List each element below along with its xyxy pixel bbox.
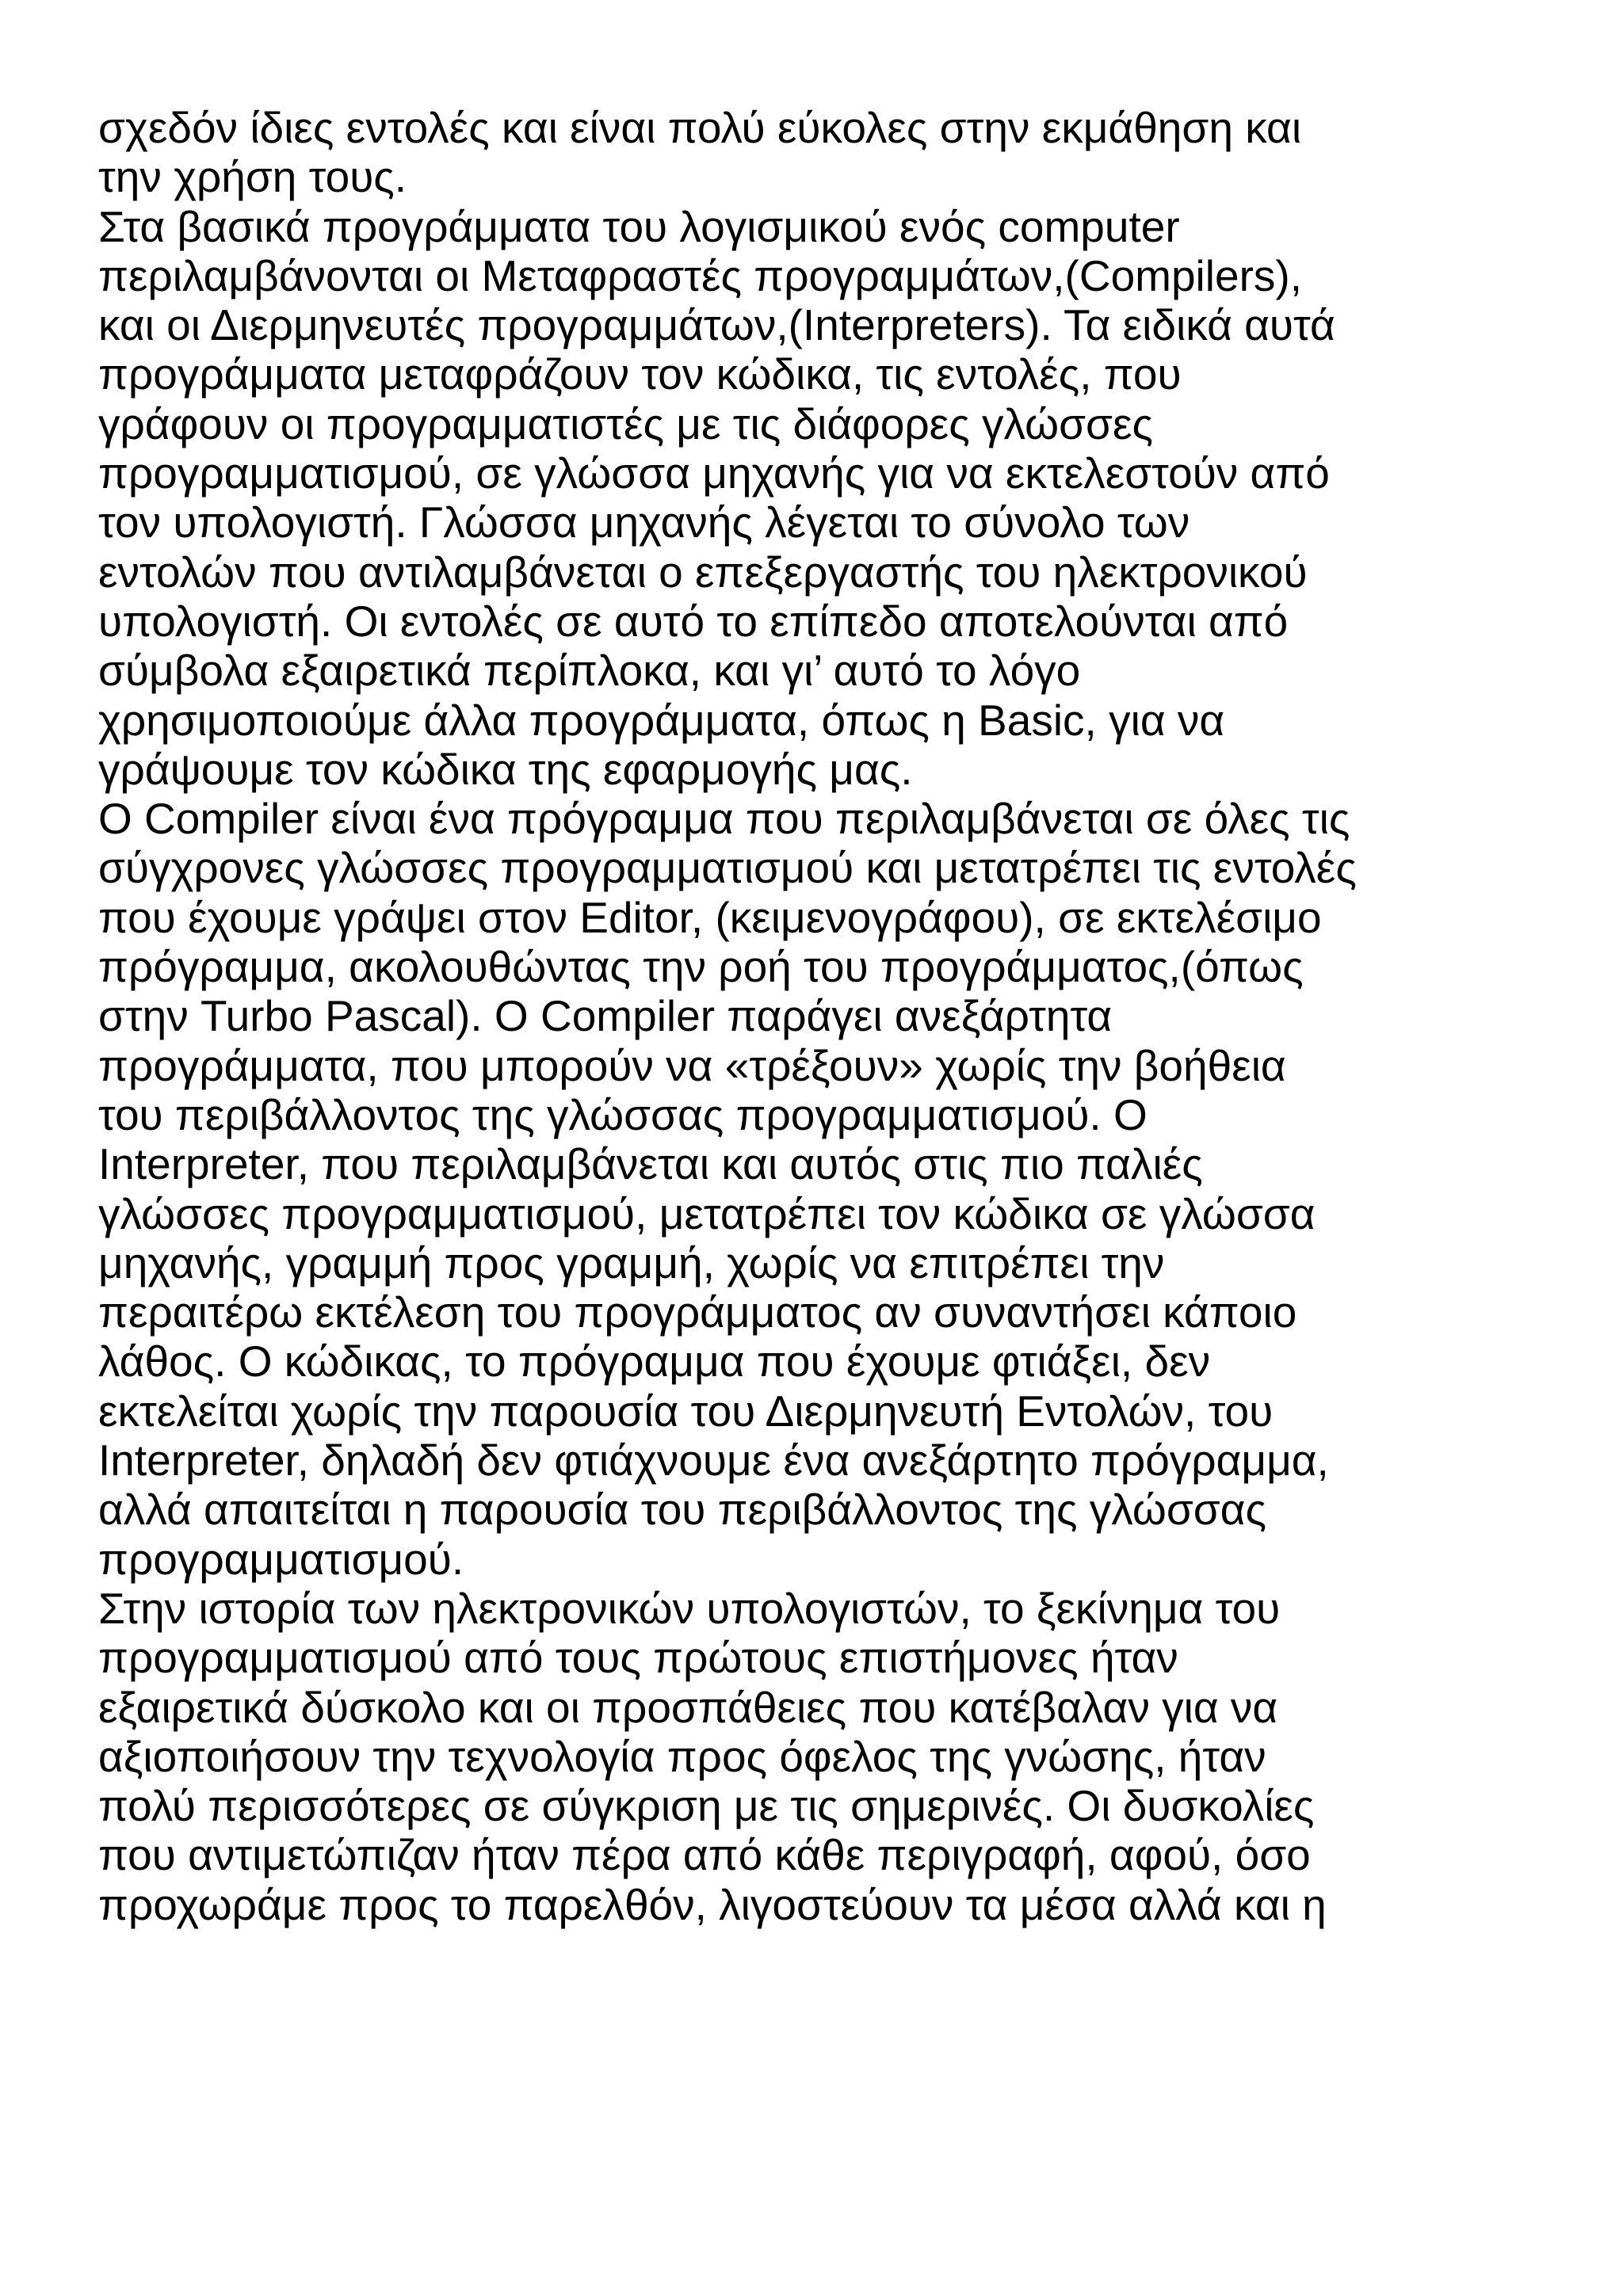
text-line: τον υπολογιστή. Γλώσσα μηχανής λέγεται το σύνολο των	[98, 498, 1190, 547]
text-line: πρόγραμμα, ακολουθώντας την ροή του προγράμματος,(όπως	[98, 942, 1304, 992]
text-line: Ο Compiler είναι ένα πρόγραμμα που περιλαμβάνεται σε όλες τις	[98, 794, 1350, 844]
text-line: αξιοποιήσουν την τεχνολογία προς όφελος της γνώσης, ήταν	[98, 1731, 1266, 1781]
text-line: που έχουμε γράψει στον Editor, (κειμενογράφου), σε εκτελέσιμο	[98, 892, 1322, 942]
text-line: γράφουν οι προγραμματιστές με τις διάφορες γλώσσες	[98, 399, 1154, 448]
text-line: Interpreter, που περιλαμβάνεται και αυτός στις πιο παλιές	[98, 1139, 1203, 1189]
text-line: προγράμματα, που μπορούν να «τρέξουν» χωρίς την βοήθεια	[98, 1040, 1286, 1090]
text-line: σχεδόν ίδιες εντολές και είναι πολύ εύκολες στην εκμάθηση και	[98, 103, 1302, 152]
text-line: περαιτέρω εκτέλεση του προγράμματος αν συναντήσει κάποιο	[98, 1287, 1297, 1337]
text-line: προγραμματισμού από τους πρώτους επιστήμονες ήταν	[98, 1633, 1178, 1683]
text-line: εκτελείται χωρίς την παρουσία του Διερμηνευτή Εντολών, του	[98, 1386, 1274, 1436]
text-line: περιλαμβάνονται οι Μεταφραστές προγραμμάτων,(Compilers),	[98, 250, 1302, 300]
text-line: προγραμματισμού.	[98, 1534, 464, 1584]
text-line: την χρήση τους.	[98, 152, 407, 202]
text-line: υπολογιστή. Οι εντολές σε αυτό το επίπεδο αποτελούνται από	[98, 596, 1289, 646]
text-line: λάθος. Ο κώδικας, το πρόγραμμα που έχουμε φτιάξει, δεν	[98, 1337, 1211, 1386]
text-line: αλλά απαιτείται η παρουσία του περιβάλλοντος της γλώσσας	[98, 1485, 1267, 1535]
document-page	[98, 103, 1525, 1929]
text-line: γράψουμε τον κώδικα της εφαρμογής μας.	[98, 744, 913, 794]
text-line: εξαιρετικά δύσκολο και οι προσπάθειες που κατέβαλαν για να	[98, 1682, 1278, 1732]
text-line: και οι Διερμηνευτές προγραμμάτων,(Interpreters). Τα ειδικά αυτά	[98, 300, 1335, 350]
text-line: προγραμματισμού, σε γλώσσα μηχανής για να εκτελεστούν από	[98, 448, 1330, 498]
text-line: εντολών που αντιλαμβάνεται ο επεξεργαστής του ηλεκτρονικού	[98, 547, 1308, 597]
text-line: προχωράμε προς το παρελθόν, λιγοστεύουν τα μέσα αλλά και η	[98, 1879, 1327, 1929]
text-line: του περιβάλλοντος της γλώσσας προγραμματισμού. Ο	[98, 1089, 1148, 1139]
text-line: σύγχρονες γλώσσες προγραμματισμού και μετατρέπει τις εντολές	[98, 843, 1357, 893]
text-line: προγράμματα μεταφράζουν τον κώδικα, τις εντολές, που	[98, 349, 1182, 399]
text-line: Interpreter, δηλαδή δεν φτιάχνουμε ένα ανεξάρτητο πρόγραμμα,	[98, 1436, 1329, 1486]
text-line: πολύ περισσότερες σε σύγκριση με τις σημερινές. Οι δυσκολίες	[98, 1781, 1315, 1831]
text-line: μηχανής, γραμμή προς γραμμή, χωρίς να επιτρέπει την	[98, 1238, 1165, 1287]
text-line: χρησιμοποιούμε άλλα προγράμματα, όπως η Basic, για να	[98, 695, 1225, 745]
text-line: γλώσσες προγραμματισμού, μετατρέπει τον κώδικα σε γλώσσα	[98, 1188, 1316, 1238]
text-line: Στην ιστορία των ηλεκτρονικών υπολογιστών, το ξεκίνημα του	[98, 1583, 1281, 1633]
text-line: σύμβολα εξαιρετικά περίπλοκα, και γι’ αυτό το λόγο	[98, 646, 1081, 696]
text-line: Στα βασικά προγράμματα του λογισμικού ενός computer	[98, 201, 1180, 251]
text-line: που αντιμετώπιζαν ήταν πέρα από κάθε περιγραφή, αφού, όσο	[98, 1830, 1311, 1880]
text-line: στην Turbo Pascal). Ο Compiler παράγει ανεξάρτητα	[98, 991, 1113, 1041]
